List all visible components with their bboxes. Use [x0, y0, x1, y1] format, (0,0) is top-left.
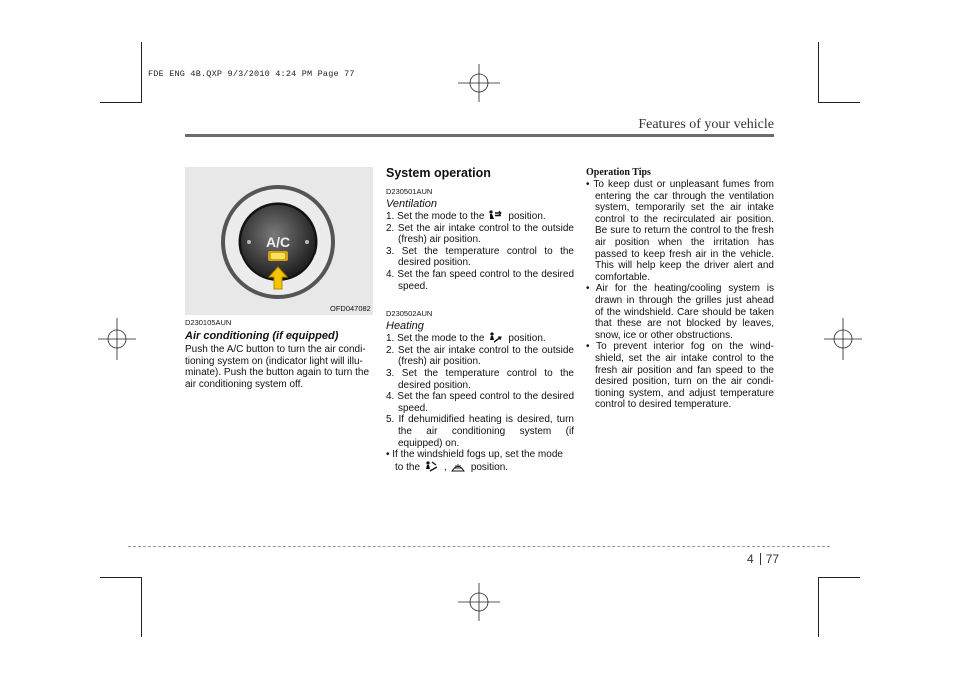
- header-rule: [185, 134, 774, 137]
- list-item: • To keep dust or unpleasant fumes from entering the car through the ventilation system, temporarily set the air intake control to the recirculated air position. Be sure to return the control to the fresh air position when the irritation has passed to keep fresh air in the vehicle. This will help keep the driver alert and comfortable.: [586, 179, 774, 283]
- list-item: 4. Set the fan speed control to the desired speed.: [386, 268, 575, 292]
- heating-title: Heating: [386, 320, 424, 333]
- system-operation-section: [386, 166, 574, 473]
- list-item: 2. Set the air intake control to the outside (fresh) air position.: [386, 222, 574, 246]
- heating-steps: [386, 332, 574, 473]
- list-item: 2. Set the air intake control to the outside (fresh) air position.: [386, 344, 574, 368]
- ventilation-steps: [386, 210, 574, 292]
- defrost-mode-icon: [451, 461, 465, 472]
- section-number: 4: [747, 552, 754, 566]
- ventilation-title: Ventilation: [386, 198, 437, 210]
- print-slug: FDE ENG 4B.QXP 9/3/2010 4:24 PM Page 77: [148, 69, 355, 79]
- page-number-value: 77: [765, 552, 780, 566]
- list-item: • To prevent interior fog on the wind-shield, set the air intake control to the fresh air position and fan speed to the desired position, turn on the air condi-tioning system, and adjust temperature control to desired temperature.: [586, 341, 774, 411]
- list-item: 4. Set the fan speed control to the desired speed.: [386, 391, 575, 414]
- ac-section-title: Air conditioning (if equipped): [185, 330, 339, 342]
- operation-tips-title: Operation Tips: [586, 167, 651, 178]
- floor-defrost-mode-icon: [424, 461, 438, 472]
- page-number: [747, 552, 779, 566]
- page-header-title: Features of your vehicle: [638, 117, 774, 132]
- ac-section-body: Push the A/C button to turn the air condi-tioning system on (indicator light will illu-minate). Push the button again to turn the air conditioning system off.: [185, 344, 370, 390]
- list-item: 5. If dehumidified heating is desired, turn the air conditioning system (if equipped) on.: [386, 414, 574, 449]
- operation-tips-section: [586, 167, 774, 411]
- footer-rule: [128, 546, 830, 547]
- list-item: • If the windshield fogs up, set the mode to the , position.: [386, 449, 563, 473]
- floor-mode-icon: [488, 332, 502, 343]
- ventilation-code: D230501AUN: [386, 187, 433, 196]
- ac-section-code: D230105AUN: [185, 318, 232, 327]
- list-item: 1. Set the mode to the position.: [386, 333, 546, 345]
- ac-button-label: A/C: [266, 234, 291, 250]
- figure-caption: OFD047082: [330, 304, 371, 313]
- list-item: 1. Set the mode to the position.: [386, 211, 546, 222]
- system-operation-title: System operation: [386, 166, 491, 180]
- heating-code: D230502AUN: [386, 309, 433, 319]
- list-item: • Air for the heating/cooling system is drawn in through the grilles just ahead of the windshield. Care should be taken that these are not blocked by leaves, snow, ice or other obstructions.: [586, 283, 774, 341]
- list-item: 3. Set the temperature control to the desired position.: [386, 245, 574, 269]
- ac-section: [185, 318, 373, 390]
- ac-button-figure: [185, 167, 373, 315]
- vent-mode-icon: [488, 210, 502, 221]
- list-item: 3. Set the temperature control to the desired position.: [386, 367, 574, 391]
